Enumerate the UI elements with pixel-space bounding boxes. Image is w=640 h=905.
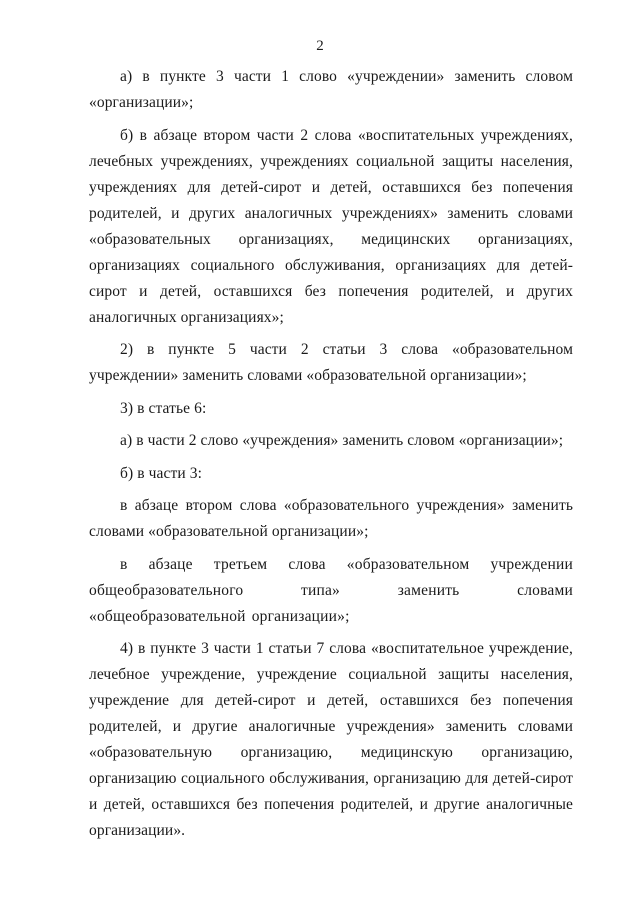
paragraph-3a: а) в части 2 слово «учреждения» заменить словом «организации»; xyxy=(120,432,564,449)
document-body xyxy=(89,64,573,851)
paragraph-4: 4) в пункте 3 части 1 статьи 7 слова «воспитательное учреждение, лечебное учреждение, учреждение социальной защиты населения, учреждение для детей-сирот и детей, оставшихся без попечения родителей, и другие аналогичные учреждения» заменить словами «образовательную организацию, медицинскую организацию, организацию социального обслуживания, организацию для детей-сирот и детей, оставшихся без попечения родителей, и другие аналогичные организации». xyxy=(89,640,573,839)
paragraph-1b: б) в абзаце втором части 2 слова «воспитательных учреждениях, лечебных учреждениях, учреждениях социальной защиты населения, учреждениях для детей-сирот и детей, оставшихся без попечения родителей, и других аналогичных учреждениях» заменить словами «образовательных организациях, медицинских организациях, организациях социального обслуживания, организациях для детей-сирот и детей, оставшихся без попечения родителей, и других аналогичных организациях»; xyxy=(89,126,573,326)
paragraph-3b: б) в части 3: xyxy=(120,464,202,482)
paragraph-2: 2) в пункте 5 части 2 статьи 3 слова «образовательном учреждении» заменить словами «образовательной организации»; xyxy=(89,341,573,384)
page-number: 2 xyxy=(316,38,324,54)
paragraph-3b-second: в абзаце втором слова «образовательного учреждения» заменить словами «образовательной организации»; xyxy=(89,497,573,540)
paragraph-1a: а) в пункте 3 части 1 слово «учреждении» заменить словом «организации»; xyxy=(89,68,573,111)
paragraph-3: 3) в статье 6: xyxy=(120,399,207,417)
paragraph-3b-third: в абзаце третьем слова «образовательном учреждении общеобразовательного типа» заменить словами «общеобразовательной организации»; xyxy=(89,555,573,625)
